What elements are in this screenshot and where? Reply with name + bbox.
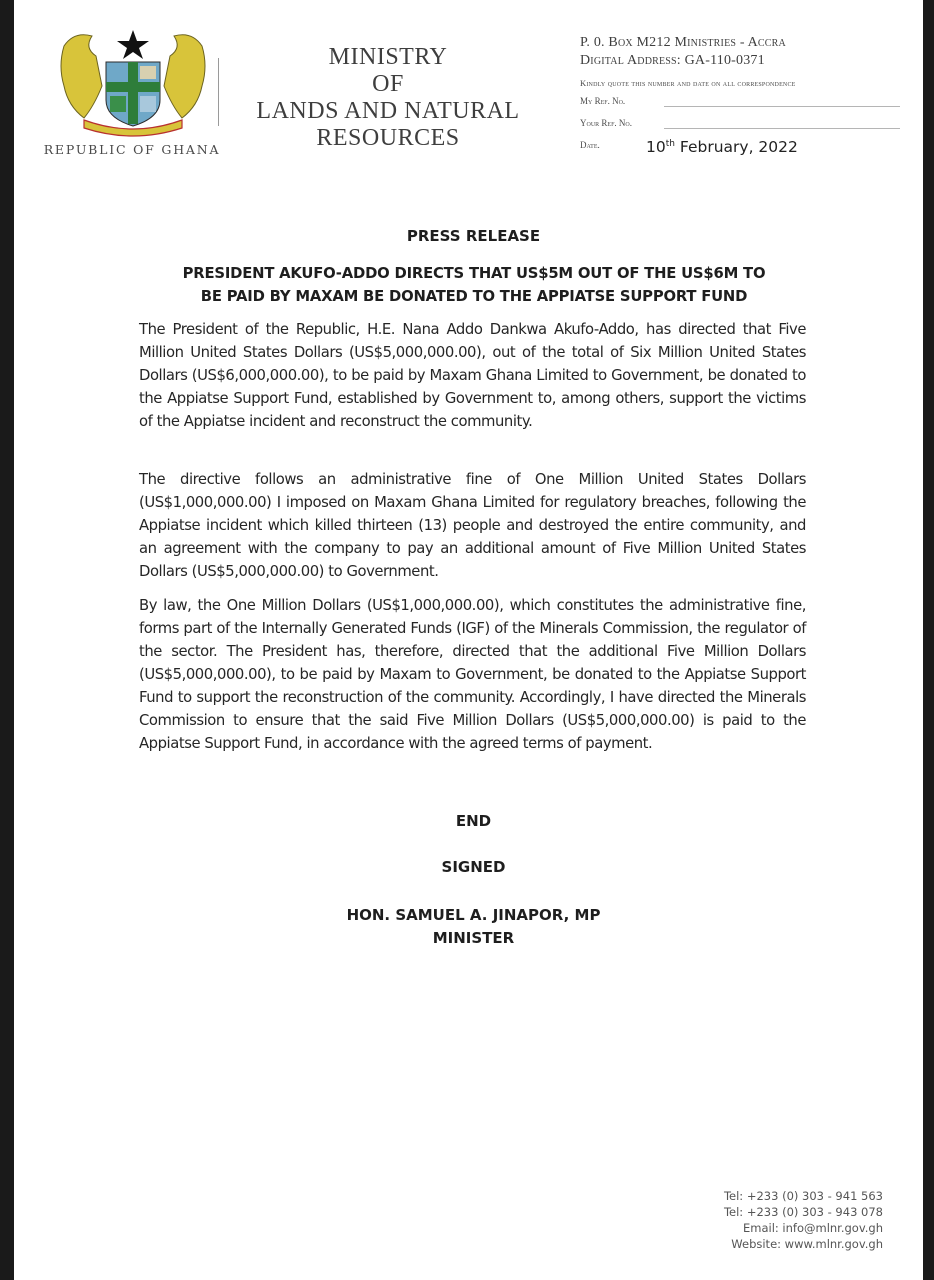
title-line: BE PAID BY MAXAM BE DONATED TO THE APPIATSE SUPPORT FUND — [200, 288, 748, 305]
your-ref-row — [580, 110, 900, 132]
letter-page — [14, 0, 923, 1280]
digital-address: Digital Address: GA-110-0371 — [580, 53, 765, 68]
postal-address: P. 0. Box M212 Ministries - Accra — [580, 35, 786, 50]
phone-1: Tel: +233 (0) 303 - 941 563 — [723, 1189, 883, 1203]
date-suffix: th — [665, 138, 675, 149]
my-ref-label: My Ref. No. — [580, 96, 626, 106]
phone-2: Tel: +233 (0) 303 - 943 078 — [723, 1205, 883, 1219]
signatory-name: HON. SAMUEL A. JINAPOR, MP — [346, 906, 601, 924]
date-row — [580, 132, 900, 158]
body-paragraph: The President of the Republic, H.E. Nana Addo Dankwa Akufo-Addo, has directed that Five Million United States Dollars (US$5,000,000.00), out of the total of Six Million United States Dollars (US$6,000,000.00), to be paid by Maxam Ghana Limited to Government, be donated to the Appiatse Support Fund, established by Government to, among others, support the victims of the Appiatse incident and reconstruct the community. — [139, 321, 806, 430]
date-label: Date. — [580, 140, 600, 150]
ministry-line: OF — [372, 71, 404, 97]
body-paragraph: By law, the One Million Dollars (US$1,000,000.00), which constitutes the administrative fine, forms part of the Internally Generated Funds (IGF) of the Minerals Commission, the regulator of the sector. The President has, therefore, directed that the additional Five Million Dollars (US$5,000,000.00), to be paid by Maxam to Government, be donated to the Appiatse Support Fund to support the reconstruction of the community. Accordingly, I have directed the Minerals Commission to ensure that the said Five Million Dollars (US$5,000,000.00) is paid to the Appiatse Support Fund, in accordance with the agreed terms of payment. — [139, 597, 806, 752]
title-line: PRESIDENT AKUFO-ADDO DIRECTS THAT US$5M OUT OF THE US$6M TO — [182, 265, 766, 282]
end-marker: END — [455, 812, 492, 830]
quote-notice: Kindly quote this number and date on all correspondence — [580, 78, 796, 88]
your-ref-label: Your Ref. No. — [580, 118, 633, 128]
contact-footer — [724, 1188, 883, 1252]
header-divider — [218, 58, 219, 126]
document-title — [134, 262, 814, 308]
republic-label: REPUBLIC OF GHANA — [43, 142, 221, 157]
your-ref-line — [664, 128, 900, 129]
website: Website: www.mlnr.gov.gh — [731, 1237, 883, 1251]
date-day: 10 — [646, 138, 666, 156]
ministry-line: LANDS AND NATURAL — [256, 98, 520, 124]
my-ref-row — [580, 88, 900, 110]
ministry-line: RESOURCES — [316, 125, 460, 151]
email: Email: info@mlnr.gov.gh — [742, 1221, 883, 1235]
signatory-block — [14, 904, 933, 950]
signatory-title: MINISTER — [432, 929, 515, 947]
ghana-coat-of-arms-icon — [54, 26, 212, 142]
date-rest: February, 2022 — [674, 138, 798, 156]
document-heading: PRESS RELEASE — [406, 227, 541, 245]
date-value — [646, 138, 798, 156]
ministry-line: MINISTRY — [328, 44, 448, 70]
address-block — [580, 34, 900, 158]
ministry-name — [234, 44, 542, 152]
body-paragraph: The directive follows an administrative fine of One Million United States Dollars (US$1,000,000.00) I imposed on Maxam Ghana Limited for regulatory breaches, following the Appiatse incident which killed thirteen (13) people and destroyed the entire community, and an agreement with the company to pay an additional amount of Five Million United States Dollars (US$5,000,000.00) to Government. — [139, 471, 806, 580]
my-ref-line — [664, 106, 900, 107]
signed-label: SIGNED — [441, 858, 506, 876]
